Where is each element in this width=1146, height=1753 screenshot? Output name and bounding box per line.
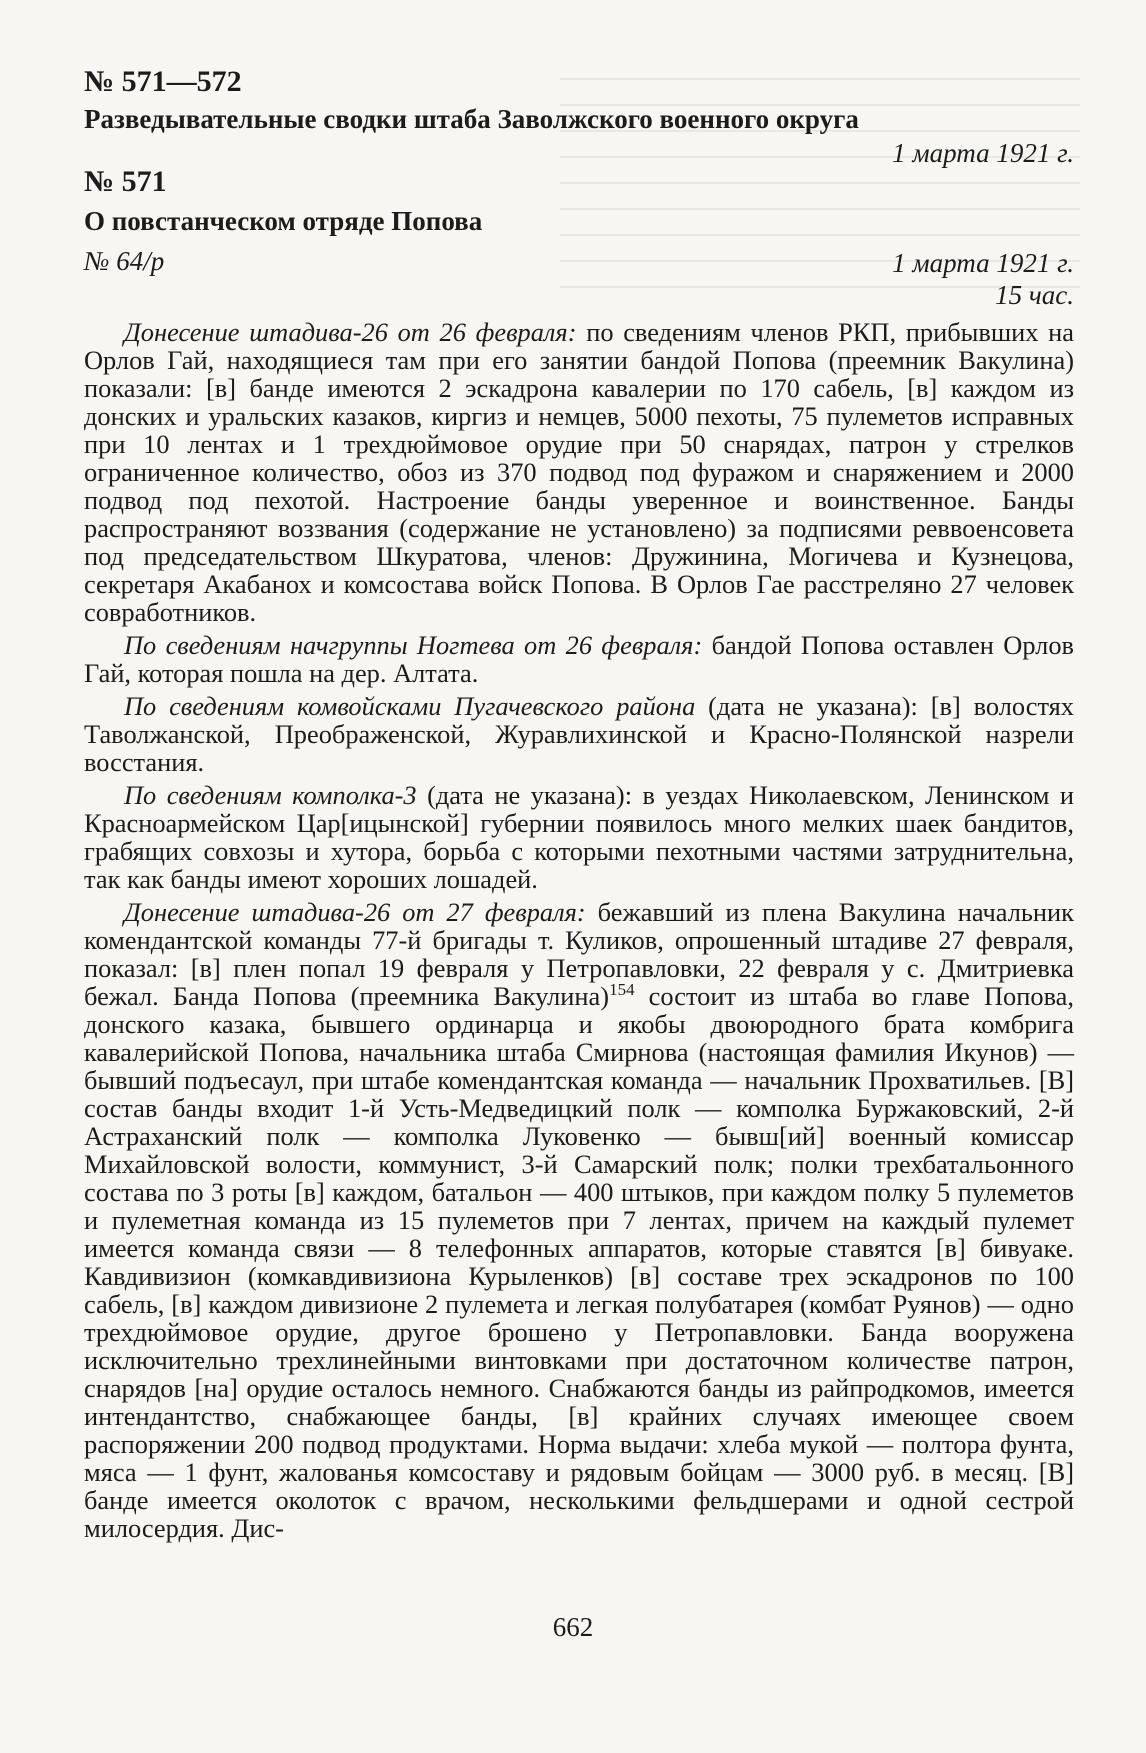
document-number: № 571: [84, 165, 167, 198]
document-meta: [84, 246, 1074, 318]
report-text: (дата не указана): [в] волостях Таволжанской, Преображенской, Журавлихинской и Красно-Полянской назрели восстания.: [84, 691, 1074, 777]
section-date: 1 марта 1921 г.: [892, 138, 1074, 168]
report-source: По сведениям начгруппы Ногтева от 26 февраля:: [124, 630, 703, 660]
report-text: бандой Попова оставлен Орлов Гай, которая пошла на дер. Алтата.: [84, 630, 1074, 688]
report-text-continued: состоит из штаба во главе Попова, донского казака, бывшего ординарца и якобы двоюродного брата комбрига кавалерийской Попова, начальника штаба Смирнова (настоящая фамилия Икунов) — бывший подъесаул, при штабе комендантская команда — начальник Прохватильев. [В] состав банды входит 1-й Усть-Медведицкий полк — комполка Буржаковский, 2-й Астраханский полк — комполка Луковенко — бывш[ий] военный комиссар Михайловской волости, коммунист, 3-й Самарский полк; полки трехбатальонного состава по 3 роты [в] каждом, батальон — 400 штыков, при каждом полку 5 пулеметов и пулеметная команда из 15 пулеметов при 7 лентах, причем на каждый пулемет имеется команда связи — 8 телефонных аппаратов, которые ставятся [в] бивуаке. Кавдивизион (комкавдивизиона Курыленков) [в] составе трех эскадронов по 100 сабель, [в] каждом дивизионе 2 пулемета и легкая полубатарея (комбат Руянов) — одно трехдюймовое орудие, другое брошено у Петропавловки. Банда вооружена исключительно трехлинейными винтовками при достаточном количестве патрон, снарядов [на] орудие осталось немного. Снабжаются банды из райпродкомов, имеется интендантство, снабжающее банды, [в] крайних случаях имеющее своем распоряжении 200 подвод продуктами. Норма выдачи: хлеба мукой — полтора фунта, мяса — 1 фунт, жалованья комсоставу и рядовым бойцам — 3000 руб. в месяц. [В] банде имеется околоток с врачом, несколькими фельдшерами и одной сестрой милосердия. Дис-: [84, 981, 1074, 1543]
report-paragraph: [84, 631, 1074, 687]
footnote-marker: 154: [609, 980, 635, 1000]
report-source: По сведениям комполка-3: [124, 780, 417, 810]
report-source: По сведениям комвойсками Пугачевского района: [124, 691, 696, 721]
document-range-number: № 571—572: [84, 65, 242, 98]
document-date: 1 марта 1921 г.: [892, 248, 1074, 278]
document-time: 15 час.: [995, 280, 1074, 310]
document-subtitle: О повстанческом отряде Попова: [84, 206, 483, 236]
page-content: [84, 62, 1074, 1547]
report-paragraph: [84, 898, 1074, 1542]
report-text: (дата не указана): в уездах Николаевском, Ленинском и Красноармейском Цар[ицынской] губернии появилось много мелких шаек бандитов, грабящих совхозы и хутора, борьба с которыми пехотными частями затруднительна, так как банды имеют хороших лошадей.: [84, 780, 1074, 894]
report-text: по сведениям членов РКП, прибывших на Орлов Гай, находящиеся там при его занятии бандой Попова (преемник Вакулина) показали: [в] банде имеются 2 эскадрона кавалерии по 170 сабель, [в] каждом из донских и уральских казаков, киргиз и немцев, 5000 пехоты, 75 пулеметов исправных при 10 лентах и 1 трехдюймовое орудие при 50 снарядах, патрон у стрелков ограниченное количество, обоз из 370 подвод под фуражом и снаряжением и 2000 подвод под пехотой. Настроение банды уверенное и воинственное. Банды распространяют воззвания (содержание не установлено) за подписями реввоенсовета под председательством Шкуратова, членов: Дружинина, Могичева и Кузнецова, секретаря Акабанох и комсостава войск Попова. В Орлов Гае расстреляно 27 человек совработников.: [84, 317, 1074, 627]
report-text: бежавший из плена Вакулина начальник комендантской команды 77-й бригады т. Куликов, опрошенный штадиве 27 февраля, показал: [в] плен попал 19 февраля у Петропавловки, 22 февраля у с. Дмитриевка бежал. Банда Попова (преемника Вакулина): [84, 897, 1074, 1011]
report-paragraph: [84, 692, 1074, 776]
document-reference: № 64/р: [84, 246, 165, 276]
report-paragraph: [84, 781, 1074, 893]
report-source: Донесение штадива-26 от 26 февраля:: [124, 317, 577, 347]
report-source: Донесение штадива-26 от 27 февраля:: [124, 897, 586, 927]
section-title: Разведывательные сводки штаба Заволжского военного округа: [84, 104, 859, 134]
page-number: 662: [552, 1612, 594, 1642]
report-paragraph: [84, 318, 1074, 626]
